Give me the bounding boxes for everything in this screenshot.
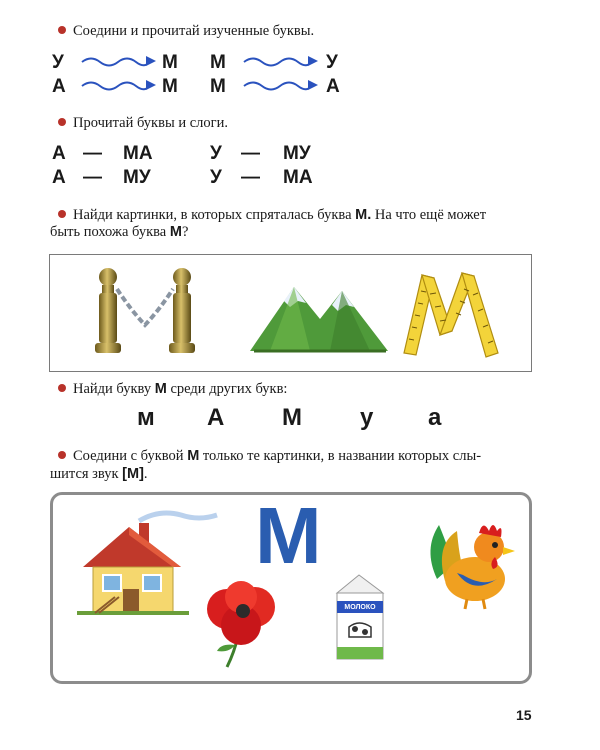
- milk-label: МОЛОКО: [344, 604, 376, 611]
- syllable-letter: А: [52, 167, 66, 188]
- syllable-dash: —: [241, 143, 260, 164]
- page-number: 15: [516, 707, 532, 723]
- syllable: МУ: [283, 143, 311, 164]
- big-letter-m: М: [255, 491, 322, 580]
- wavy-arrow-icon: [80, 52, 158, 70]
- syllable: МУ: [123, 167, 151, 188]
- task-5-instruction: Соедини с буквой М только те картинки, в названии которых слы-: [58, 447, 538, 466]
- letter-option[interactable]: М: [282, 404, 302, 431]
- bullet-icon: [58, 384, 66, 392]
- poppy-flower-icon[interactable]: [203, 581, 283, 673]
- hidden-letter-pictures-frame: [49, 254, 532, 372]
- rooster-icon[interactable]: [423, 509, 523, 613]
- syllable: МА: [123, 143, 153, 164]
- wavy-arrow-icon: [242, 52, 320, 70]
- house-icon[interactable]: [69, 509, 219, 625]
- posts-with-chain-icon: [90, 267, 200, 359]
- connect-letter: М: [162, 52, 178, 73]
- letter-option[interactable]: а: [428, 404, 442, 431]
- syllable-letter: У: [210, 143, 222, 164]
- connect-letter: У: [52, 52, 64, 73]
- connect-letter: А: [326, 76, 340, 97]
- task-2-instruction: Прочитай буквы и слоги.: [58, 114, 228, 133]
- syllable-dash: —: [83, 143, 102, 164]
- letter-option[interactable]: у: [360, 404, 374, 431]
- mountains-icon: [250, 273, 390, 353]
- bullet-icon: [58, 210, 66, 218]
- syllable-dash: —: [83, 167, 102, 188]
- task-3-instruction-line2: быть похожа буква М?: [50, 224, 189, 240]
- connect-letter: М: [210, 52, 226, 73]
- folding-ruler-icon: [400, 269, 505, 359]
- bullet-icon: [58, 26, 66, 34]
- task-3-instruction: Найди картинки, в которых спряталась буква М. На что ещё может: [58, 206, 538, 225]
- wavy-arrow-icon: [80, 76, 158, 94]
- connect-letter: М: [210, 76, 226, 97]
- syllable-letter: У: [210, 167, 222, 188]
- connect-letter: М: [162, 76, 178, 97]
- task-4-instruction: Найди букву М среди других букв:: [58, 380, 287, 399]
- letter-option[interactable]: м: [137, 404, 155, 431]
- connect-letter: У: [326, 52, 338, 73]
- task-5-instruction-line2: шится звук [М].: [50, 466, 148, 482]
- syllable-dash: —: [241, 167, 260, 188]
- bullet-icon: [58, 118, 66, 126]
- letter-option[interactable]: А: [207, 404, 225, 431]
- sound-match-frame: [50, 492, 532, 684]
- task-1-instruction: Соедини и прочитай изученные буквы.: [58, 22, 314, 41]
- syllable-letter: А: [52, 143, 66, 164]
- syllable: МА: [283, 167, 313, 188]
- wavy-arrow-icon: [242, 76, 320, 94]
- connect-letter: А: [52, 76, 66, 97]
- bullet-icon: [58, 451, 66, 459]
- milk-carton-icon[interactable]: [329, 571, 391, 663]
